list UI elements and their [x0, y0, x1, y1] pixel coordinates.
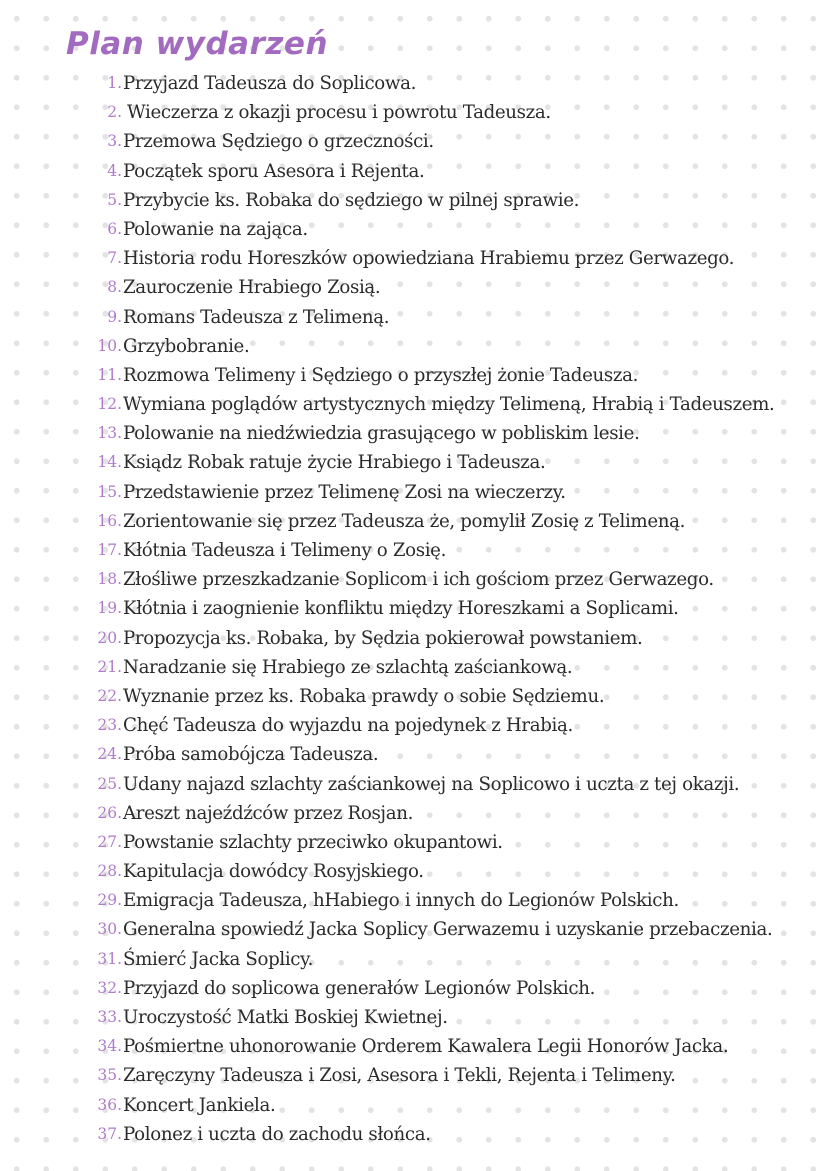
list-item-number: 28.: [97, 862, 122, 881]
list-item-number: 2.: [107, 103, 122, 122]
list-item-text: Wyznanie przez ks. Robaka prawdy o sobie Sędziemu.: [123, 685, 605, 707]
list-item-text: Chęć Tadeusza do wyjazdu na pojedynek z Hrabią.: [123, 715, 573, 737]
list-item-number: 9.: [107, 307, 122, 326]
list-item-number: 37.: [97, 1124, 122, 1143]
list-item-number: 25.: [97, 774, 122, 793]
list-item-number: 13.: [97, 424, 122, 443]
list-item-number: 27.: [97, 832, 122, 851]
list-item-number: 18.: [97, 570, 122, 589]
list-item-text: Przedstawienie przez Telimenę Zosi na wieczerzy.: [123, 481, 566, 503]
list-item-number: 16.: [97, 511, 122, 530]
list-item-number: 17.: [97, 541, 122, 559]
list-item-text: Złośliwe przeszkadzanie Soplicom i ich gościom przez Gerwazego.: [123, 569, 714, 591]
list-item-text: Koncert Jankiela.: [123, 1094, 276, 1116]
list-item-text: Zauroczenie Hrabiego Zosią.: [123, 277, 381, 299]
list-item-text: Wieczerza z okazji procesu i powrotu Tadeusza.: [127, 102, 551, 124]
list-item-text: Ksiądz Robak ratuje życie Hrabiego i Tadeusza.: [123, 452, 546, 474]
list-item-text: Początek sporu Asesora i Rejenta.: [123, 160, 425, 182]
list-item-text: Kłótnia Tadeusza i Telimeny o Zosię.: [123, 540, 447, 561]
list-item-number: 15.: [97, 482, 122, 501]
list-item-number: 19.: [97, 599, 122, 618]
list-item-text: Przybycie ks. Robaka do sędziego w pilnej sprawie.: [123, 189, 580, 211]
list-item-text: Uroczystość Matki Boskiej Kwietnej.: [123, 1007, 448, 1028]
list-item-number: 12.: [97, 395, 122, 414]
list-item-number: 8.: [107, 278, 122, 297]
list-item-number: 20.: [97, 628, 122, 647]
list-item-text: Kłótnia i zaognienie konfliktu między Horeszkami a Soplicami.: [123, 598, 679, 620]
list-item-text: Grzybobranie.: [123, 335, 250, 357]
list-item-number: 36.: [97, 1095, 122, 1114]
list-item-text: Przemowa Sędziego o grzeczności.: [123, 131, 434, 153]
list-item-text: Polowanie na zająca.: [123, 218, 308, 240]
list-item-text: Areszt najeźdźców przez Rosjan.: [123, 802, 413, 824]
list-item-text: Zaręczyny Tadeusza i Zosi, Asesora i Tekli, Rejenta i Telimeny.: [123, 1065, 676, 1087]
list-item-number: 5.: [107, 190, 122, 209]
list-item-number: 1.: [107, 74, 122, 92]
list-item-number: 3.: [107, 132, 122, 151]
list-item-text: Propozycja ks. Robaka, by Sędzia pokierował powstaniem.: [123, 627, 643, 649]
list-item-text: Romans Tadeusza z Telimeną.: [123, 306, 390, 328]
list-item-text: Historia rodu Horeszków opowiedziana Hrabiemu przez Gerwazego.: [123, 248, 735, 270]
list-item-number: 35.: [97, 1066, 122, 1085]
list-item-number: 11.: [97, 365, 122, 384]
list-item-number: 10.: [97, 336, 122, 355]
list-item-number: 30.: [97, 920, 122, 939]
list-item-text: Powstanie szlachty przeciwko okupantowi.: [123, 831, 503, 853]
list-item-text: Śmierć Jacka Soplicy.: [123, 948, 314, 970]
list-item-number: 31.: [97, 949, 122, 968]
list-item-number: 23.: [97, 716, 122, 735]
list-item-number: 29.: [97, 891, 122, 910]
list-item-number: 22.: [97, 686, 122, 705]
list-item-text: Generalna spowiedź Jacka Soplicy Gerwazemu i uzyskanie przebaczenia.: [123, 919, 773, 941]
list-item-number: 6.: [107, 219, 122, 238]
list-item-text: Wymiana poglądów artystycznych między Telimeną, Hrabią i Tadeuszem.: [123, 394, 775, 416]
list-item-number: 7.: [107, 249, 122, 268]
list-item-text: Udany najazd szlachty zaściankowej na Soplicowo i uczta z tej okazji.: [123, 773, 740, 795]
list-item-text: Próba samobójcza Tadeusza.: [123, 744, 379, 766]
list-item-text: Pośmiertne uhonorowanie Orderem Kawalera Legii Honorów Jacka.: [123, 1036, 729, 1058]
list-item-text: Polowanie na niedźwiedzia grasującego w pobliskim lesie.: [123, 423, 640, 445]
list-item-text: Naradzanie się Hrabiego ze szlachtą zaściankową.: [123, 656, 573, 678]
list-item-number: 24.: [97, 745, 122, 764]
list-item-number: 32.: [97, 978, 122, 997]
list-item-text: Kapitulacja dowódcy Rosyjskiego.: [123, 861, 424, 883]
page-title: Plan wydarzeń: [66, 26, 329, 62]
list-item-text: Polonez i uczta do zachodu słońca.: [123, 1123, 431, 1145]
list-item-number: 34.: [97, 1037, 122, 1056]
list-item-number: 14.: [97, 453, 122, 472]
list-item-number: 26.: [97, 803, 122, 822]
list-item-text: Przyjazd do soplicowa generałów Legionów Polskich.: [123, 977, 596, 999]
list-item-text: Emigracja Tadeusza, hHabiego i innych do Legionów Polskich.: [123, 890, 679, 912]
list-item-number: 21.: [97, 657, 122, 676]
list-item-number: 33.: [97, 1008, 122, 1026]
list-item-text: Zorientowanie się przez Tadeusza że, pomylił Zosię z Telimeną.: [123, 510, 686, 532]
list-item-text: Rozmowa Telimeny i Sędziego o przyszłej żonie Tadeusza.: [123, 364, 639, 386]
list-item-number: 4.: [107, 161, 122, 180]
list-item-text: Przyjazd Tadeusza do Soplicowa.: [123, 73, 417, 94]
